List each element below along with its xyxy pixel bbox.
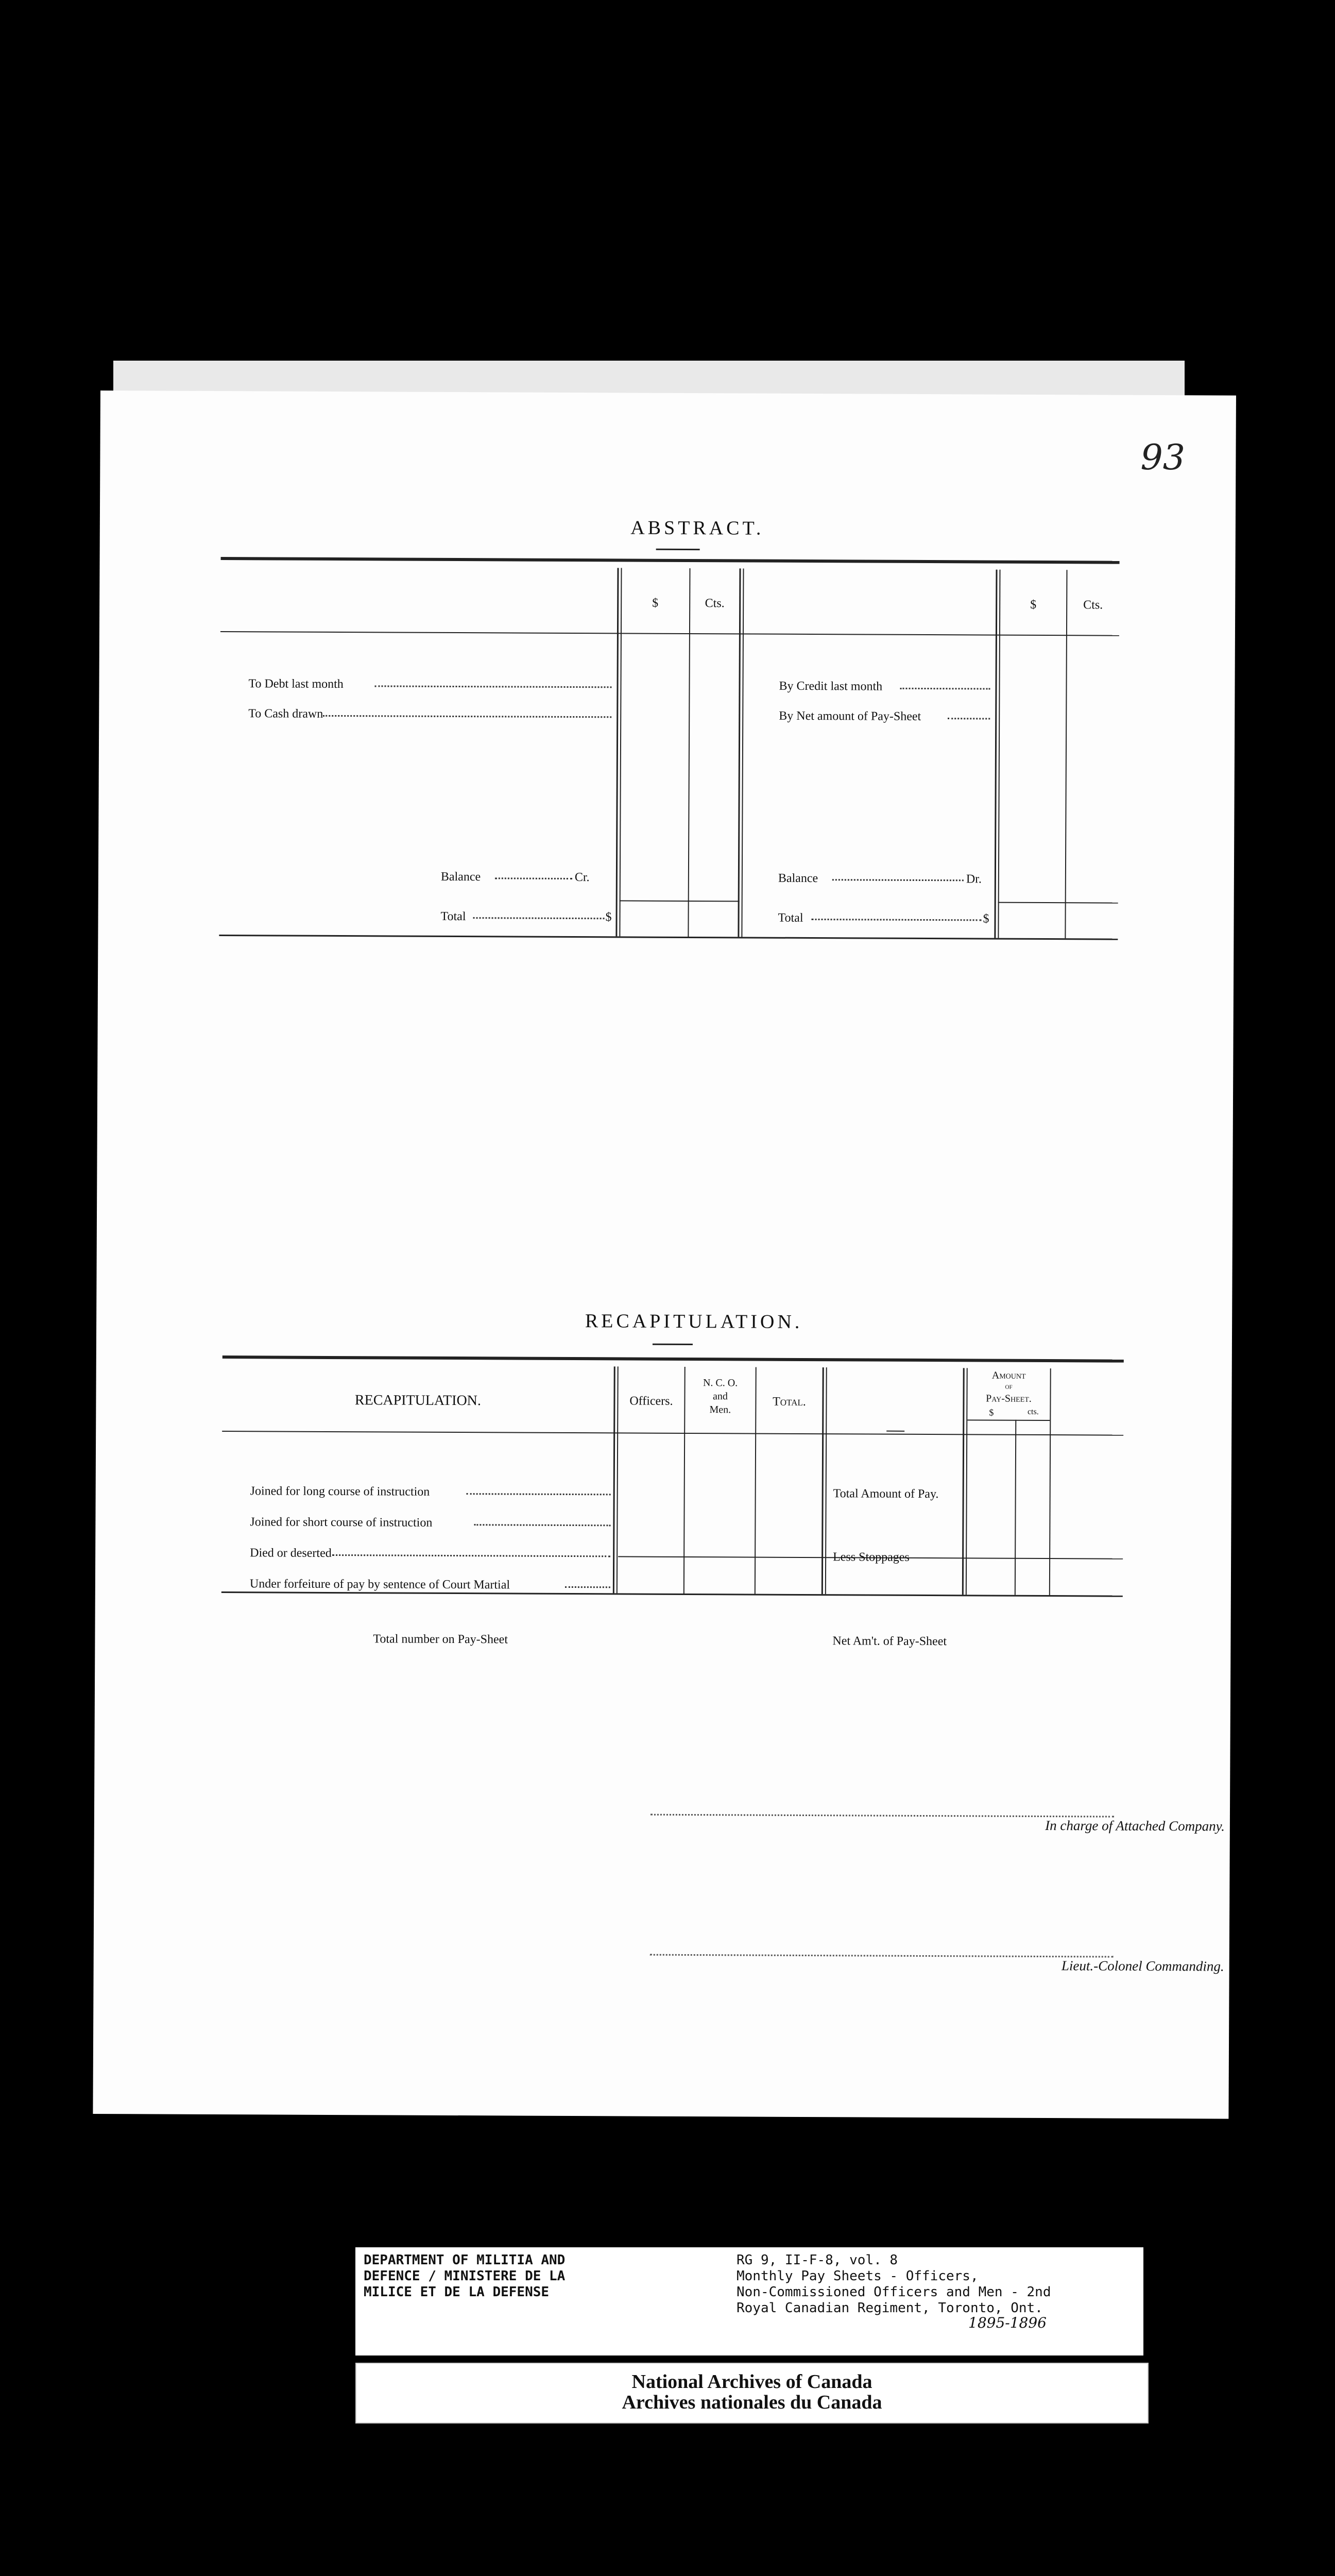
recap-cts-header: cts.: [1027, 1407, 1039, 1416]
abstract-col-divider: [615, 568, 619, 936]
abstract-total-rule-right: [998, 902, 1118, 904]
abstract-left-row: To Debt last month: [248, 677, 344, 691]
leader-dots: [467, 1493, 611, 1495]
abstract-col-divider: [1065, 570, 1067, 938]
department-text: DEPARTMENT OF MILITIA AND DEFENCE / MINISTERE DE LA MILICE ET DE LA DEFENSE: [364, 2252, 566, 2300]
archives-name-fr: Archives nationales du Canada: [622, 2392, 882, 2413]
leader-dots: [323, 715, 611, 718]
recap-main-header: RECAPITULATION.: [354, 1392, 482, 1409]
abstract-left-balance-label: Balance: [440, 870, 481, 884]
abstract-right-total-label: Total: [778, 911, 803, 925]
leader-dots: [332, 1554, 610, 1557]
abstract-right-balance-label: Balance: [778, 871, 818, 886]
abstract-right-total-suffix: $: [983, 912, 989, 926]
abstract-bottom-rule: [219, 935, 1118, 940]
recap-amount-header-3: Pay-Sheet.: [986, 1393, 1032, 1404]
recap-dollar-header: $: [989, 1407, 994, 1418]
abstract-left-row: To Cash drawn: [248, 707, 323, 721]
recap-row: Under forfeiture of pay by sentence of Court Martial: [249, 1577, 510, 1592]
handwritten-years: 1895-1896: [968, 2314, 1047, 2331]
leader-dots: [495, 877, 572, 879]
recap-amount-subrule: [967, 1419, 1050, 1421]
recap-col-divider: [825, 1367, 827, 1594]
recap-officers-header: Officers.: [629, 1394, 673, 1408]
leader-dots: [948, 718, 990, 719]
leader-dots: [374, 685, 611, 688]
abstract-col-divider: [619, 568, 622, 936]
archives-label: [355, 2363, 1149, 2424]
recap-middle-tick: [886, 1431, 904, 1432]
abstract-dollar-header-left: $: [652, 596, 659, 610]
abstract-top-rule: [221, 557, 1120, 564]
archives-name-en: National Archives of Canada: [631, 2371, 872, 2393]
recap-top-rule: [222, 1355, 1124, 1363]
recap-nco-header-1: N. C. O.: [703, 1377, 738, 1389]
recap-total-row: Total number on Pay-Sheet: [373, 1632, 508, 1647]
abstract-cts-header-right: Cts.: [1083, 598, 1103, 612]
recapitulation-title: RECAPITULATION.: [585, 1310, 803, 1333]
pay-sheet-page: [93, 391, 1236, 2119]
recapitulation-title-rule: [653, 1344, 693, 1345]
abstract-col-divider: [998, 570, 1000, 938]
lieut-colonel-signature-label: Lieut.-Colonel Commanding.: [1061, 1958, 1224, 1974]
recap-pay-row: Less Stoppages: [833, 1550, 910, 1564]
recap-amount-header-2: of: [1005, 1382, 1013, 1391]
leader-dots: [900, 688, 990, 690]
recap-row: Joined for short course of instruction: [250, 1515, 433, 1530]
abstract-left-balance-suffix: Cr.: [574, 871, 590, 885]
recap-row: Died or deserted: [250, 1546, 332, 1560]
recap-bottom-rule: [221, 1591, 1123, 1597]
abstract-right-row: By Net amount of Pay-Sheet: [779, 709, 921, 723]
abstract-title-rule: [656, 549, 700, 550]
abstract-right-row: By Credit last month: [779, 679, 883, 693]
attached-company-signature-label: In charge of Attached Company.: [1045, 1818, 1225, 1834]
recap-pay-row: Net Am't. of Pay-Sheet: [832, 1634, 947, 1649]
reference-text: RG 9, II-F-8, vol. 8 Monthly Pay Sheets - Officers, Non-Commissioned Officers and Men - 2nd Royal Canadian Regiment, Toronto, Ont.: [737, 2252, 1051, 2316]
leader-dots: [832, 879, 964, 881]
recap-total-header: Total.: [773, 1395, 806, 1409]
abstract-col-divider: [741, 568, 744, 937]
abstract-left-total-suffix: $: [605, 910, 612, 924]
recap-nco-header-2: and: [712, 1391, 728, 1402]
recap-col-divider: [1015, 1420, 1016, 1595]
leader-dots: [473, 917, 605, 919]
abstract-header-rule: [220, 631, 1119, 636]
abstract-title: ABSTRACT.: [630, 517, 764, 539]
recap-col-divider: [962, 1368, 965, 1595]
abstract-right-balance-suffix: Dr.: [966, 872, 982, 886]
abstract-left-total-label: Total: [440, 909, 466, 924]
leader-dots: [565, 1586, 610, 1588]
abstract-col-divider: [688, 568, 690, 937]
recap-row: Joined for long course of instruction: [250, 1484, 430, 1499]
page-number: 93: [1140, 437, 1186, 479]
recap-header-rule: [222, 1431, 1123, 1436]
leader-dots: [474, 1524, 610, 1526]
abstract-col-divider: [738, 568, 741, 937]
recap-nco-header-3: Men.: [709, 1404, 731, 1416]
abstract-total-rule-left: [620, 900, 740, 902]
recap-amount-header-1: Amount: [991, 1369, 1026, 1381]
recap-pay-row: Total Amount of Pay.: [833, 1487, 939, 1501]
leader-dots: [812, 919, 982, 921]
abstract-cts-header-left: Cts.: [705, 597, 725, 611]
abstract-col-divider: [994, 570, 997, 938]
abstract-dollar-header-right: $: [1030, 598, 1037, 612]
